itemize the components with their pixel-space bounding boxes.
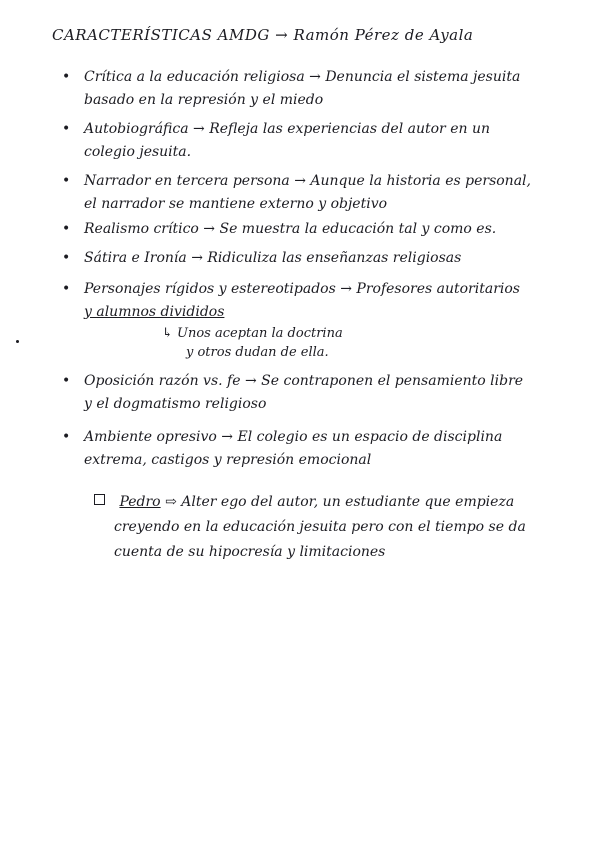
list-item xyxy=(62,218,566,241)
pedro-line: cuenta de su hipocresía y limitaciones xyxy=(114,544,386,560)
item-line: colegio jesuita. xyxy=(84,144,192,160)
bullet: • xyxy=(62,121,71,137)
pedro-name: Pedro xyxy=(119,494,161,510)
bullet: • xyxy=(62,173,71,189)
sub-note-line: ↳ Unos aceptan la doctrina xyxy=(162,326,343,341)
item-line: Realismo crítico → Se muestra la educación tal y como es. xyxy=(84,221,497,237)
pedro-note xyxy=(94,490,564,565)
list-item xyxy=(62,66,566,112)
bullet: • xyxy=(62,221,71,237)
sub-note-line: y otros dudan de ella. xyxy=(186,345,329,360)
item-line: extrema, castigos y represión emocional xyxy=(84,452,372,468)
item-line-underlined: y alumnos divididos xyxy=(84,304,225,320)
list-item xyxy=(62,247,566,270)
item-line: Oposición razón vs. fe → Se contraponen el pensamiento libre xyxy=(84,373,524,389)
list-item xyxy=(62,426,566,472)
bullet: • xyxy=(62,373,71,389)
bullet: • xyxy=(62,429,71,445)
item-line: Autobiográfica → Refleja las experiencias del autor en un xyxy=(84,121,490,137)
arrow-icon: ⇨ xyxy=(165,494,177,510)
pedro-line: Alter ego del autor, un estudiante que empieza xyxy=(181,494,515,510)
item-line: Personajes rígidos y estereotipados → Profesores autoritarios xyxy=(84,281,520,297)
sub-note xyxy=(162,324,462,362)
bullet: • xyxy=(62,69,71,85)
item-line: y el dogmatismo religioso xyxy=(84,396,267,412)
item-line: Sátira e Ironía → Ridiculiza las enseñanzas religiosas xyxy=(84,250,462,266)
ink-dot xyxy=(16,340,19,343)
page-title: CARACTERÍSTICAS AMDG → Ramón Pérez de Ayala xyxy=(52,26,474,44)
item-line: Crítica a la educación religiosa → Denuncia el sistema jesuita xyxy=(84,69,521,85)
item-line: Ambiente opresivo → El colegio es un espacio de disciplina xyxy=(84,429,503,445)
bullet: • xyxy=(62,281,71,297)
list-item xyxy=(62,278,566,324)
bullet: • xyxy=(62,250,71,266)
item-line: Narrador en tercera persona → Aunque la historia es personal, xyxy=(84,173,531,189)
list-item xyxy=(62,118,566,164)
checkbox-icon xyxy=(94,494,105,505)
list-item xyxy=(62,170,566,216)
pedro-line: creyendo en la educación jesuita pero con el tiempo se da xyxy=(114,519,526,535)
list-item xyxy=(62,370,566,416)
item-line: el narrador se mantiene externo y objetivo xyxy=(84,196,388,212)
item-line: basado en la represión y el miedo xyxy=(84,92,324,108)
